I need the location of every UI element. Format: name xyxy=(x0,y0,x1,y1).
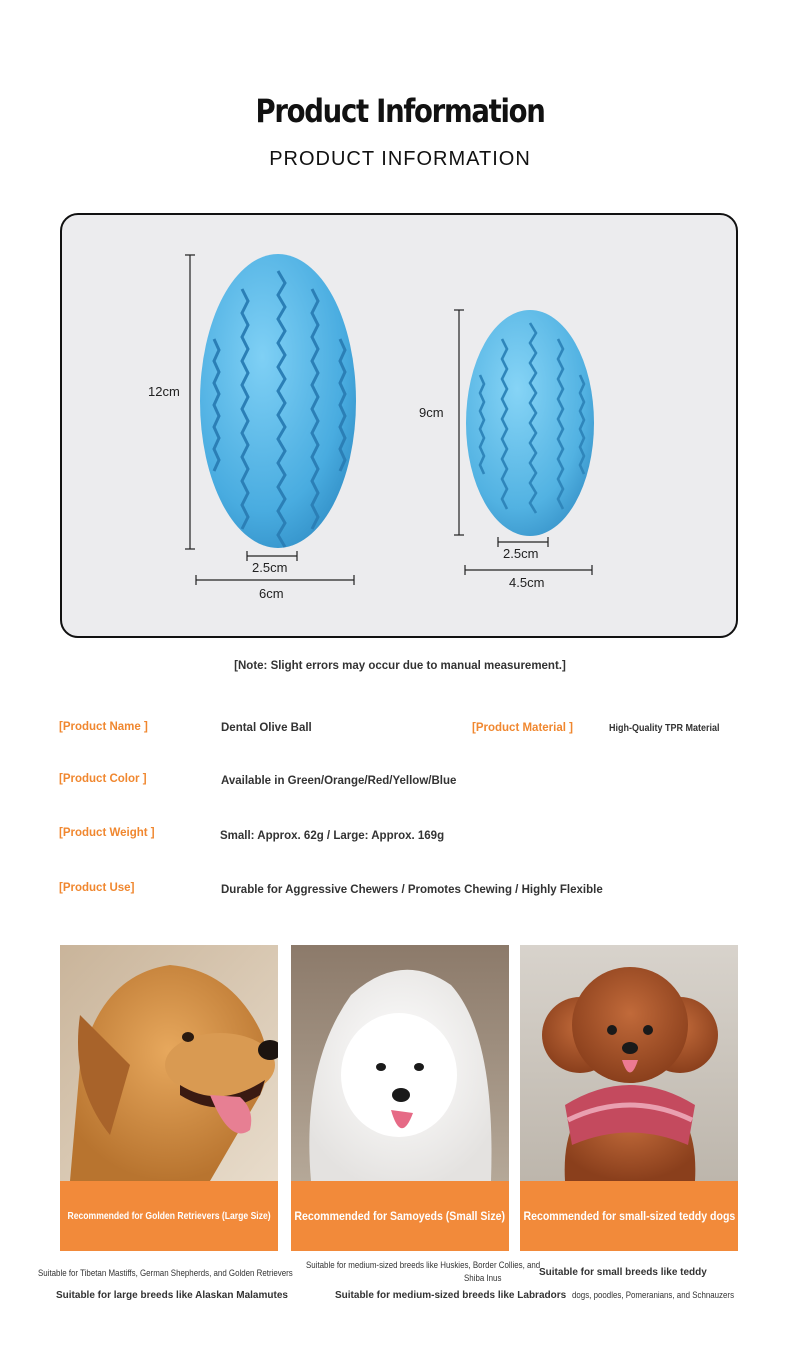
large-width-label: 6cm xyxy=(259,586,284,601)
page-subtitle: PRODUCT INFORMATION xyxy=(269,148,531,170)
small-width-label: 4.5cm xyxy=(509,575,545,590)
spec-color-value: Available in Green/Orange/Red/Yellow/Blue xyxy=(221,775,457,787)
breed-card-golden-retriever xyxy=(60,945,278,1251)
breed-caption-samoyed-line1b: Shiba Inus xyxy=(464,1273,502,1283)
breed-caption-teddy-line1: Suitable for small breeds like teddy xyxy=(539,1267,707,1278)
large-height-label: 12cm xyxy=(148,384,180,399)
spec-material-key: [Product Material ] xyxy=(472,722,573,734)
breed-caption-samoyed-line1a: Suitable for medium-sized breeds like Huskies, Border Collies, and xyxy=(306,1260,541,1270)
dimension-lines xyxy=(62,215,738,638)
small-height-label: 9cm xyxy=(419,405,444,420)
measurement-note: [Note: Slight errors may occur due to manual measurement.] xyxy=(234,660,566,672)
small-tip-label: 2.5cm xyxy=(503,546,539,561)
small-dental-ball-image xyxy=(460,305,598,541)
breed-band-golden-retriever xyxy=(60,1181,278,1251)
breed-band-teddy xyxy=(520,1181,738,1251)
samoyed-photo xyxy=(291,945,509,1181)
spec-use-key: [Product Use] xyxy=(59,882,135,894)
spec-material-value: High-Quality TPR Material xyxy=(609,723,720,734)
breed-band-text: Recommended for small-sized teddy dogs xyxy=(523,1209,735,1223)
breed-caption-golden-line1: Suitable for Tibetan Mastiffs, German Shepherds, and Golden Retrievers xyxy=(38,1268,293,1278)
product-dimensions-panel xyxy=(60,213,738,638)
breed-caption-golden-line2: Suitable for large breeds like Alaskan Malamutes xyxy=(56,1290,288,1301)
spec-name-value: Dental Olive Ball xyxy=(221,722,312,734)
breed-band-text: Recommended for Samoyeds (Small Size) xyxy=(294,1209,506,1223)
spec-use-value: Durable for Aggressive Chewers / Promotes Chewing / Highly Flexible xyxy=(221,884,603,896)
breed-caption-samoyed-line2: Suitable for medium-sized breeds like Labradors xyxy=(335,1290,567,1301)
spec-name-key: [Product Name ] xyxy=(59,721,148,733)
breed-band-samoyed xyxy=(291,1181,509,1251)
breed-card-teddy xyxy=(520,945,738,1251)
breed-band-text: Recommended for Golden Retrievers (Large Size) xyxy=(67,1210,271,1222)
spec-color-key: [Product Color ] xyxy=(59,773,147,785)
large-tip-label: 2.5cm xyxy=(252,560,288,575)
spec-weight-value: Small: Approx. 62g / Large: Approx. 169g xyxy=(220,830,445,842)
golden-retriever-photo xyxy=(60,945,278,1181)
spec-weight-key: [Product Weight ] xyxy=(59,827,155,839)
page-title: Product Information xyxy=(255,92,545,130)
breed-caption-teddy-line2: dogs, poodles, Pomeranians, and Schnauzers xyxy=(572,1290,735,1300)
breed-card-samoyed xyxy=(291,945,509,1251)
teddy-dog-photo xyxy=(520,945,738,1181)
